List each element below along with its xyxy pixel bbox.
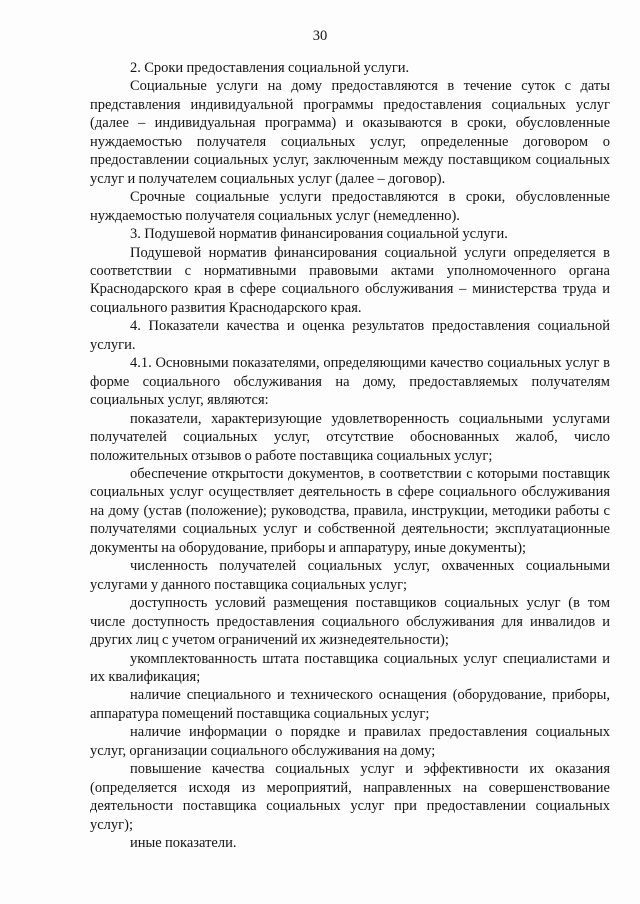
paragraph-financing-norm: Подушевой норматив финансирования социальной услуги определяется в соответствии с нормативными правовыми актами уполномоченного органа Краснодарского края в сфере социального обслуживания – министерства труда и социального развития Краснодарского края. xyxy=(90,244,610,316)
list-item-quality-improvement: повышение качества социальных услуг и эффективности их оказания (определяется исходя из мероприятий, направленных на совершенствование деятельности поставщика социальных услуг при предоставлении социальных услуг); xyxy=(90,761,610,833)
list-item-accessibility: доступность условий размещения поставщиков социальных услуг (в том числе доступность предоставления социального обслуживания для инвалидов и других лиц с учетом ограничений их жизнедеятельности); xyxy=(90,595,610,649)
section-3-heading: 3. Подушевой норматив финансирования социальной услуги. xyxy=(130,226,508,243)
list-item-information: наличие информации о порядке и правилах предоставления социальных услуг, организации социального обслуживания на дому; xyxy=(90,724,610,759)
list-item-satisfaction: показатели, характеризующие удовлетворенность социальными услугами получателей социальных услуг, отсутствие обоснованных жалоб, число положительных отзывов о работе поставщика социальных услуг; xyxy=(90,410,610,464)
document-body xyxy=(90,59,610,852)
paragraph-4-1-intro: 4.1. Основными показателями, определяющими качество социальных услуг в форме социального обслуживания на дому, предоставляемых получателям социальных услуг, являются: xyxy=(90,355,610,409)
section-2-heading: 2. Сроки предоставления социальной услуги. xyxy=(130,60,410,76)
page-number: 30 xyxy=(312,28,328,44)
list-item-equipment: наличие специального и технического оснащения (оборудование, приборы, аппаратура помещений поставщика социальных услуг; xyxy=(90,687,610,722)
list-item-document-openness: обеспечение открытости документов, в соответствии с которыми поставщик социальных услуг осуществляет деятельность в сфере социального обслуживания на дому (устав (положение); руководства, правила, инструкции, методики работы с получателями социальных услуг и собственной деятельности; эксплуатационные документы на оборудование, приборы и аппаратуру, иные документы); xyxy=(90,465,610,556)
section-4-heading: 4. Показатели качества и оценка результатов предоставления социальной услуги. xyxy=(90,318,610,353)
list-item-staffing: укомплектованность штата поставщика социальных услуг специалистами и их квалификация; xyxy=(90,650,610,685)
list-item-other-indicators: иные показатели. xyxy=(130,835,237,852)
paragraph-urgent-services-terms: Срочные социальные услуги предоставляются в сроки, обусловленные нуждаемостью получателя социальных услуг (немедленно). xyxy=(90,189,610,224)
list-item-recipients-count: численность получателей социальных услуг, охваченных социальными услугами у данного поставщика социальных услуг; xyxy=(90,558,610,593)
paragraph-home-services-terms: Социальные услуги на дому предоставляются в течение суток с даты представления индивидуальной программы предоставления социальных услуг (далее – индивидуальная программа) и оказываются в сроки, обусловленные нуждаемостью получателя социальных услуг, определенные договором о предоставлении социальных услуг, заключенным между поставщиком социальных услуг и получателем социальных услуг (далее – договор). xyxy=(90,78,610,187)
